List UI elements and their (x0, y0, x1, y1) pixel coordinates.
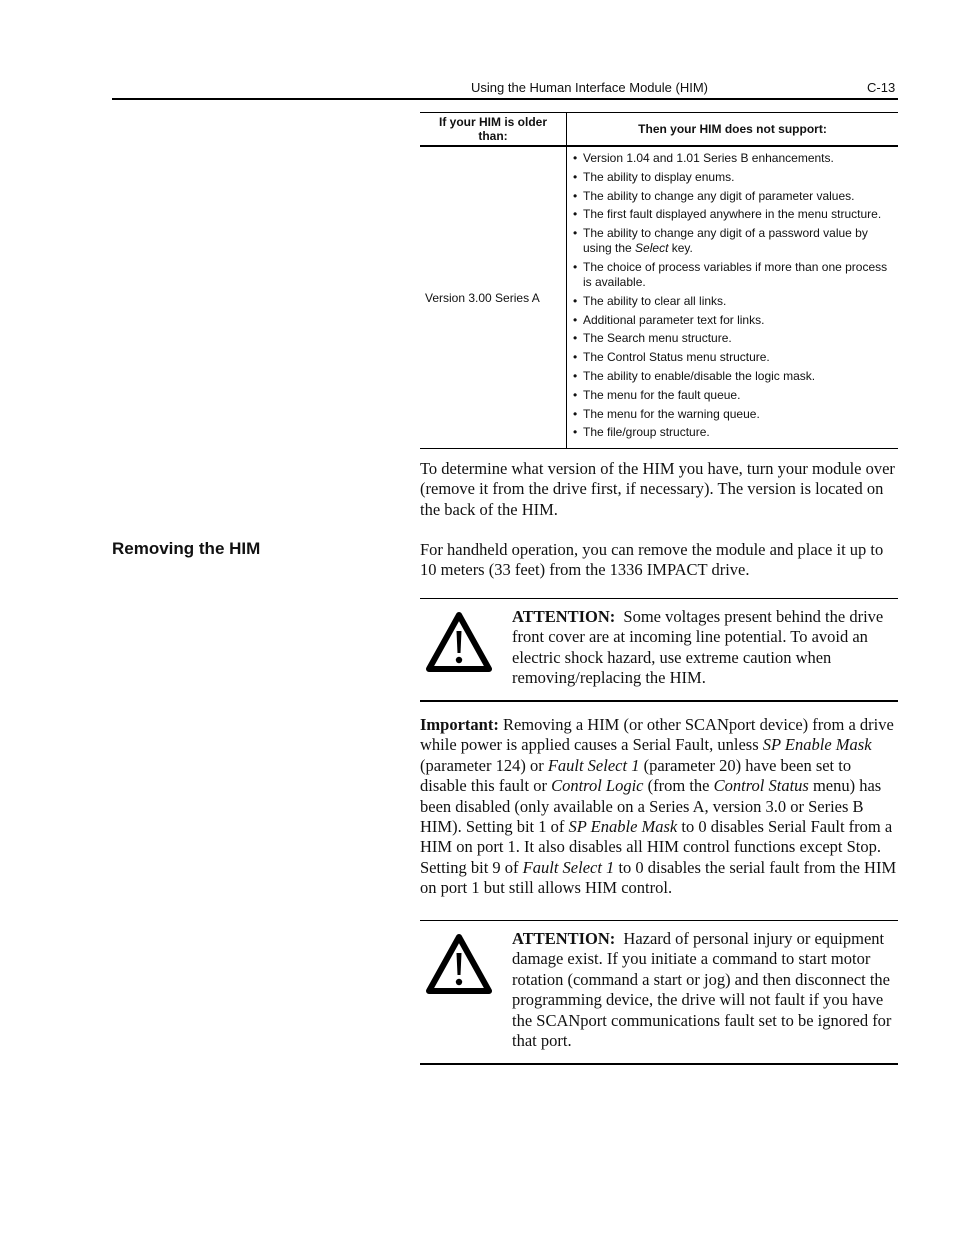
important-text: (parameter 20) have been set to disable this fault or (420, 755, 852, 796)
feature-list (571, 151, 894, 440)
param-name: SP Enable Mask (568, 817, 678, 837)
param-name: SP Enable Mask (762, 735, 872, 755)
list-item: • The ability to change any digit of parameter values. (571, 189, 894, 204)
list-item: • The menu for the warning queue. (571, 407, 894, 422)
attention-text (512, 929, 896, 1051)
him-version-table (420, 112, 898, 449)
attention-box-voltage (420, 598, 898, 702)
table-cell-version: Version 3.00 Series A (420, 146, 567, 449)
param-name: Fault Select 1 (547, 755, 640, 775)
running-header: Using the Human Interface Module (HIM) (471, 80, 708, 95)
list-item-text: key. (668, 241, 693, 256)
table-header-not-support: Then your HIM does not support: (638, 122, 827, 136)
version-paragraph: To determine what version of the HIM you have, turn your module over (remove it from the drive first, if necessary). The version is located on the back of the HIM. (420, 459, 895, 519)
list-item (571, 226, 894, 256)
table-header-row (420, 113, 898, 147)
param-name: Fault Select 1 (522, 857, 615, 877)
list-item-text: The ability to change any digit of a password value by using the (583, 226, 868, 256)
header-rule (112, 98, 898, 100)
important-paragraph (420, 715, 898, 899)
list-item: • The Control Status menu structure. (571, 350, 894, 365)
attention-label: ATTENTION: (512, 607, 616, 626)
handheld-paragraph: For handheld operation, you can remove the module and place it up to 10 meters (33 feet) from the 1336 IMPACT drive. (420, 540, 884, 580)
table-header-older-than: If your HIM is older than: (420, 113, 567, 147)
list-item: • Additional parameter text for links. (571, 313, 894, 328)
list-item: • The choice of process variables if more than one process is available. (571, 260, 894, 290)
select-key-name: Select (635, 241, 669, 256)
important-label: Important: (420, 715, 499, 734)
list-item: • The ability to enable/disable the logic mask. (571, 369, 894, 384)
list-item: • The first fault displayed anywhere in the menu structure. (571, 207, 894, 222)
important-text: to 0 disables the serial fault from the HIM on port 1 but still allows HIM control. (420, 857, 897, 898)
attention-body: Some voltages present behind the drive front cover are at incoming line potential. To avoid an electric shock hazard, use extreme caution when removing/replacing the HIM. (512, 607, 884, 688)
param-name: Control Logic (551, 776, 644, 796)
attention-box-hazard (420, 920, 898, 1065)
list-item: • The Search menu structure. (571, 331, 894, 346)
list-item: • The menu for the fault queue. (571, 388, 894, 403)
important-text: (parameter 124) or (420, 755, 548, 775)
important-text: menu) has been disabled (only available on a Series A, version 3.0 or Series B HIM). Setting bit 1 of (420, 776, 882, 837)
list-item: • The file/group structure. (571, 425, 894, 440)
section-heading: Removing the HIM (112, 539, 261, 558)
attention-body: Hazard of personal injury or equipment damage exist. If you initiate a command to start motor rotation (command a start or jog) and then disconnect the programming device, the drive will not fault if you have the SCANport communications fault set to be ignored for that port. (512, 929, 892, 1051)
table-row (420, 146, 898, 449)
warning-triangle-icon (426, 611, 492, 673)
page-number: C-13 (867, 80, 896, 95)
list-item: • Version 1.04 and 1.01 Series B enhancements. (571, 151, 894, 166)
list-item: • The ability to clear all links. (571, 294, 894, 309)
list-item: • The ability to display enums. (571, 170, 894, 185)
important-text: (from the (643, 776, 714, 796)
warning-triangle-icon (426, 933, 492, 995)
important-text: Removing a HIM (or other SCANport device) from a drive while power is applied causes a Serial Fault, unless (420, 715, 894, 755)
attention-text (512, 607, 896, 689)
table-cell-features (567, 146, 899, 449)
important-text: to 0 disables Serial Fault from a HIM on port 1. It also disables all HIM control functions except Stop. Setting bit 9 of (420, 817, 893, 877)
attention-label: ATTENTION: (512, 929, 616, 948)
menu-name: Control Status (713, 776, 809, 796)
